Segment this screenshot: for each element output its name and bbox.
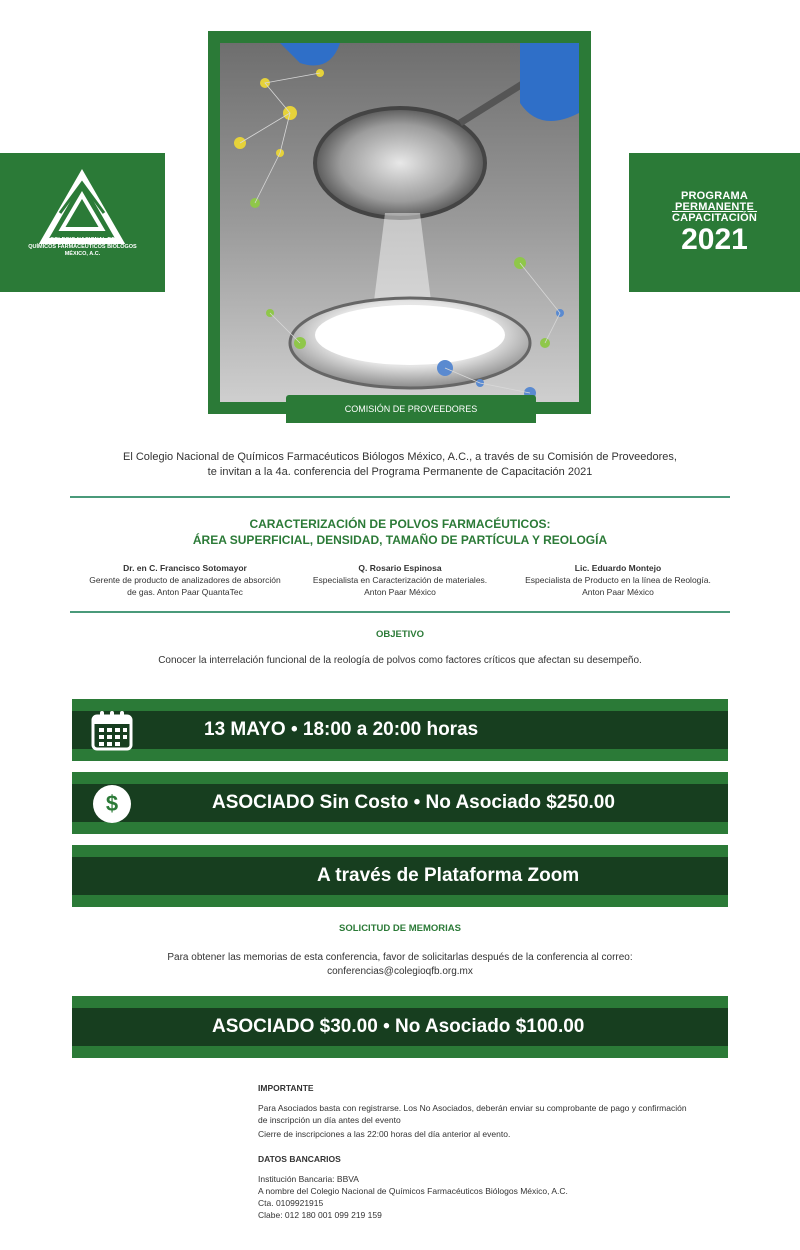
date-text: 13 MAYO • 18:00 a 20:00 horas	[204, 719, 479, 740]
important-line1: Para Asociados basta con registrarse. Los No Asociados, deberán enviar su comprobante de pago y confirmación	[258, 1103, 687, 1113]
intro-line1: El Colegio Nacional de Químicos Farmacéuticos Biólogos México, A.C., a través de su Comisión de Proveedores,	[123, 451, 677, 463]
platform-banner	[72, 845, 728, 907]
speaker-1	[70, 562, 300, 598]
speaker-company: de gas. Anton Paar QuantaTec	[127, 587, 243, 597]
speaker-name: Q. Rosario Espinosa	[358, 563, 442, 573]
program-panel	[629, 153, 800, 292]
speaker-company: Anton Paar México	[364, 587, 436, 597]
program-line3: CAPACITACIÓN	[671, 212, 758, 224]
intro-text	[60, 450, 740, 480]
cost-banner	[72, 772, 728, 834]
hero-photo-frame	[208, 31, 591, 414]
logo-text-line3: MÉXICO, A.C.	[64, 251, 101, 257]
program-line1: PROGRAMA	[681, 190, 748, 202]
program-year: 2021	[681, 223, 748, 256]
date-banner	[72, 699, 728, 761]
speaker-name: Dr. en C. Francisco Sotomayor	[123, 563, 247, 573]
speaker-2	[300, 562, 500, 598]
memory-cost-banner	[72, 996, 728, 1058]
cost-text: ASOCIADO Sin Costo • No Asociado $250.00	[212, 792, 615, 813]
important-line3: Cierre de inscripciones a las 22:00 horas del día anterior al evento.	[258, 1129, 511, 1139]
important-block	[258, 1082, 738, 1140]
speaker-role: Especialista de Producto en la línea de Reología.	[525, 575, 711, 585]
memories-heading: SOLICITUD DE MEMORIAS	[339, 923, 461, 934]
memories-text	[0, 951, 800, 979]
speaker-3	[508, 562, 728, 598]
conference-title-line2: ÁREA SUPERFICIAL, DENSIDAD, TAMAÑO DE PARTÍCULA Y REOLOGÍA	[192, 533, 608, 547]
bank-institution: Institución Bancaria: BBVA	[258, 1174, 359, 1184]
important-line2: de inscripción un día antes del evento	[258, 1115, 401, 1125]
hero-photo	[220, 43, 579, 414]
important-heading: IMPORTANTE	[258, 1083, 314, 1093]
speaker-role: Gerente de producto de analizadores de absorción	[89, 575, 281, 585]
bank-block	[258, 1153, 738, 1221]
logo-text-line2: QUÍMICOS FARMACÉUTICOS BIÓLOGOS	[28, 244, 137, 250]
program-title	[629, 191, 800, 224]
speaker-role: Especialista en Caracterización de materiales.	[312, 575, 488, 585]
speaker-name: Lic. Eduardo Montejo	[574, 563, 662, 573]
objective-heading: OBJETIVO	[375, 629, 425, 640]
bank-holder: A nombre del Colegio Nacional de Químicos Farmacéuticos Biólogos México, A.C.	[258, 1186, 568, 1196]
bank-heading: DATOS BANCARIOS	[258, 1154, 341, 1164]
powder-sieve-image	[220, 43, 579, 402]
platform-text: A través de Plataforma Zoom	[317, 865, 580, 886]
intro-line2: te invitan a la 4a. conferencia del Programa Permanente de Capacitación 2021	[207, 466, 593, 478]
memories-email[interactable]: conferencias@colegioqfb.org.mx	[327, 966, 473, 977]
photo-label: COMISIÓN DE PROVEEDORES	[286, 395, 536, 423]
divider-top	[70, 496, 730, 498]
conference-title-line1: CARACTERIZACIÓN DE POLVOS FARMACÉUTICOS:	[249, 517, 551, 531]
objective-text: Conocer la interrelación funcional de la reología de polvos como factores críticos que afectan su desempeño.	[158, 655, 642, 666]
bank-account: Cta. 0109921915	[258, 1198, 324, 1208]
college-logo-icon	[20, 173, 145, 243]
logo-text-line1: COLEGIO NACIONAL DE	[50, 237, 115, 243]
college-logo	[20, 173, 145, 273]
memories-line1: Para obtener las memorias de esta conferencia, favor de solicitarlas después de la conferencia al correo:	[167, 952, 633, 963]
bank-clabe: Clabe: 012 180 001 099 219 159	[258, 1210, 382, 1220]
conference-title	[100, 516, 700, 548]
divider-bottom	[70, 611, 730, 613]
speaker-company: Anton Paar México	[582, 587, 654, 597]
logo-panel	[0, 153, 165, 292]
memory-cost-text: ASOCIADO $30.00 • No Asociado $100.00	[212, 1016, 585, 1037]
dollar-symbol: $	[105, 791, 119, 816]
program-line2: PERMANENTE	[674, 201, 754, 213]
